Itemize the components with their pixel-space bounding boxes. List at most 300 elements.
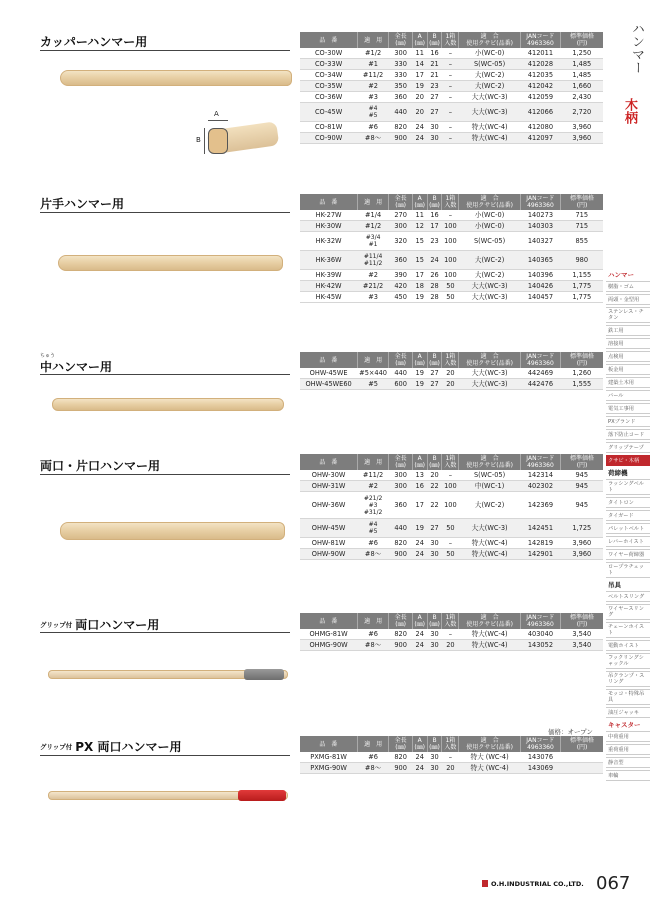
cell-dim-a: 19 xyxy=(412,379,427,390)
cell-price: 1,260 xyxy=(561,368,603,379)
header-text: (㎜) xyxy=(395,462,406,469)
index-tab[interactable]: 鉄工用 xyxy=(606,325,650,336)
wood-handle-image xyxy=(60,522,285,540)
dim-b-label: B xyxy=(196,136,201,144)
header-text: 標準価格 xyxy=(570,353,595,360)
index-tab[interactable]: 荷締機 xyxy=(606,468,650,477)
cell-length: 320 xyxy=(389,232,412,251)
header-price xyxy=(561,194,603,210)
header-text: (㎜) xyxy=(414,621,426,628)
index-tab[interactable]: 吊クランプ・スリング xyxy=(606,671,650,687)
cell-box-qty: – xyxy=(442,81,459,92)
cell-box-qty: – xyxy=(442,133,459,144)
header-text: 品 番 xyxy=(319,356,338,364)
cell-length: 820 xyxy=(389,629,412,640)
cell-wedge: 大大(WC-3) xyxy=(459,379,520,390)
cell-application: #6 xyxy=(357,122,389,133)
cell-application: #3 xyxy=(357,292,389,303)
header-wedge xyxy=(459,736,520,752)
header-text: B xyxy=(432,33,437,40)
cell-box-qty: – xyxy=(442,70,459,81)
header-dim-a xyxy=(412,352,427,368)
index-tab[interactable]: 落下防止コード xyxy=(606,429,650,440)
cell-box-qty: 50 xyxy=(442,292,459,303)
index-tab[interactable]: フックリングシャックル xyxy=(606,653,650,669)
header-text: JANコード xyxy=(526,353,555,360)
index-tab[interactable]: キャスター xyxy=(606,720,650,729)
header-text: 標準価格 xyxy=(570,195,595,202)
cell-jan-code: 442469 xyxy=(520,368,560,379)
cell-dim-b: 30 xyxy=(427,629,442,640)
cell-jan-code: 140303 xyxy=(520,221,560,232)
table-row xyxy=(300,629,603,640)
cell-box-qty: 100 xyxy=(442,251,459,270)
cell-wedge: S(WC-05) xyxy=(459,59,520,70)
title-rule xyxy=(40,474,290,475)
cell-part-number: OHW-36W xyxy=(300,492,357,519)
cell-dim-a: 24 xyxy=(412,640,427,651)
cell-part-number: CO-30W xyxy=(300,48,357,59)
header-dim-a xyxy=(412,736,427,752)
cell-length: 300 xyxy=(389,481,412,492)
index-tab[interactable]: ステンレス・チタン xyxy=(606,307,650,323)
cell-price xyxy=(561,752,603,763)
index-tab[interactable]: ワイヤースリング xyxy=(606,604,650,620)
index-tab[interactable]: 樹脂・ゴム xyxy=(606,281,650,292)
index-tab[interactable]: 点検用 xyxy=(606,351,650,362)
table-row xyxy=(300,368,603,379)
header-application xyxy=(357,613,389,629)
cell-application: #1 xyxy=(357,59,389,70)
cell-application: #8〜 xyxy=(357,640,389,651)
cell-dim-a: 12 xyxy=(412,221,427,232)
header-part-number xyxy=(300,194,357,210)
header-jan-code xyxy=(520,736,560,752)
cell-dim-b: 16 xyxy=(427,210,442,221)
header-dim-b xyxy=(427,613,442,629)
cell-length: 300 xyxy=(389,470,412,481)
header-length xyxy=(389,454,412,470)
header-text: 品 番 xyxy=(319,617,338,625)
cell-application: #8〜 xyxy=(357,133,389,144)
dim-b-line xyxy=(204,128,205,154)
cell-price: 715 xyxy=(561,221,603,232)
cell-jan-code: 412035 xyxy=(520,70,560,81)
index-tab[interactable]: 重荷重用 xyxy=(606,744,650,755)
cell-wedge: 大(WC-2) xyxy=(459,81,520,92)
header-text: 1箱 xyxy=(445,614,456,621)
cell-dim-b: 17 xyxy=(427,221,442,232)
header-text: 全長 xyxy=(394,614,407,621)
cell-part-number: CO-90W xyxy=(300,133,357,144)
index-tab[interactable]: 溶接用 xyxy=(606,338,650,349)
header-text: 4963360 xyxy=(527,360,554,367)
dim-a-line xyxy=(208,120,228,121)
grip-tape-red xyxy=(238,790,286,801)
cell-jan-code: 412028 xyxy=(520,59,560,70)
cell-application: #2 xyxy=(357,270,389,281)
cell-application: #8〜 xyxy=(357,549,389,560)
header-dim-a xyxy=(412,32,427,48)
index-tab[interactable]: チェーンホイスト xyxy=(606,622,650,638)
header-wedge xyxy=(459,32,520,48)
cell-part-number: HK-27W xyxy=(300,210,357,221)
cell-box-qty: – xyxy=(442,538,459,549)
index-tab[interactable]: 電気工事用 xyxy=(606,403,650,414)
index-tab[interactable]: 吊具 xyxy=(606,580,650,589)
header-text: (㎜) xyxy=(414,360,426,367)
index-tab[interactable]: 両頭・金型用 xyxy=(606,294,650,305)
cell-dim-a: 24 xyxy=(412,763,427,774)
header-length xyxy=(389,32,412,48)
cell-jan-code: 142314 xyxy=(520,470,560,481)
header-jan-code xyxy=(520,613,560,629)
cell-wedge: 大大(WC-3) xyxy=(459,519,520,538)
cell-length: 820 xyxy=(389,752,412,763)
header-price xyxy=(561,454,603,470)
cell-dim-b: 30 xyxy=(427,549,442,560)
wedge-diagram xyxy=(196,110,281,170)
index-tab[interactable]: クサビ・木柄 xyxy=(606,455,650,466)
header-text: 全長 xyxy=(394,33,407,40)
cell-application: #11/4 #11/2 xyxy=(357,251,389,270)
header-text: 入数 xyxy=(444,621,457,628)
cell-length: 820 xyxy=(389,538,412,549)
cell-jan-code: 412097 xyxy=(520,133,560,144)
grip-tape-gray xyxy=(244,669,284,680)
header-text: 適 合 xyxy=(480,353,499,360)
cell-application: #2 xyxy=(357,481,389,492)
header-text: (㎜) xyxy=(429,40,440,47)
header-application xyxy=(357,194,389,210)
header-text: 適 用 xyxy=(364,36,383,44)
cell-price: 1,725 xyxy=(561,519,603,538)
index-tab[interactable]: 車輪 xyxy=(606,770,650,781)
index-tab[interactable]: レバーホイスト xyxy=(606,536,650,547)
cell-jan-code: 143052 xyxy=(520,640,560,651)
header-dim-b xyxy=(427,454,442,470)
cell-application: #6 xyxy=(357,538,389,549)
cell-length: 300 xyxy=(389,221,412,232)
cell-jan-code: 412066 xyxy=(520,103,560,122)
header-text: 入数 xyxy=(444,744,457,751)
header-text: B xyxy=(432,353,437,360)
cell-dim-a: 16 xyxy=(412,481,427,492)
header-text: 使用クサビ(品番) xyxy=(466,621,513,628)
cell-wedge: 大大(WC-3) xyxy=(459,292,520,303)
header-text: JANコード xyxy=(526,33,555,40)
index-tab[interactable]: ハンマー xyxy=(606,270,650,279)
header-text: A xyxy=(417,614,422,621)
header-text: 使用クサビ(品番) xyxy=(466,462,513,469)
header-price xyxy=(561,352,603,368)
header-text: (㎜) xyxy=(395,40,406,47)
cell-dim-a: 24 xyxy=(412,133,427,144)
header-text: JANコード xyxy=(526,195,555,202)
header-box-qty xyxy=(442,454,459,470)
header-text: 4963360 xyxy=(527,202,554,209)
cell-length: 270 xyxy=(389,210,412,221)
cell-price: 1,775 xyxy=(561,281,603,292)
header-text: (円) xyxy=(576,462,588,469)
cell-wedge: 小(WC-0) xyxy=(459,48,520,59)
cell-length: 440 xyxy=(389,519,412,538)
cell-length: 350 xyxy=(389,81,412,92)
logo-icon xyxy=(482,880,488,887)
cell-part-number: CO-45W xyxy=(300,103,357,122)
cell-dim-a: 19 xyxy=(412,519,427,538)
cell-price: 945 xyxy=(561,492,603,519)
cell-part-number: CO-35W xyxy=(300,81,357,92)
cell-length: 440 xyxy=(389,368,412,379)
side-index-tabs xyxy=(606,270,650,783)
header-text: 4963360 xyxy=(527,40,554,47)
cell-box-qty: – xyxy=(442,629,459,640)
cell-part-number: OHW-31W xyxy=(300,481,357,492)
cell-part-number: CO-33W xyxy=(300,59,357,70)
cell-dim-a: 18 xyxy=(412,281,427,292)
cell-price: 945 xyxy=(561,481,603,492)
cell-wedge: 大(WC-2) xyxy=(459,492,520,519)
table-row xyxy=(300,133,603,144)
cell-dim-b: 28 xyxy=(427,292,442,303)
cell-dim-b: 21 xyxy=(427,59,442,70)
cell-wedge: 特大(WC-4) xyxy=(459,549,520,560)
cell-dim-b: 28 xyxy=(427,281,442,292)
cell-dim-a: 24 xyxy=(412,629,427,640)
cell-dim-a: 11 xyxy=(412,210,427,221)
cell-dim-b: 27 xyxy=(427,368,442,379)
cell-jan-code: 402302 xyxy=(520,481,560,492)
header-length xyxy=(389,352,412,368)
cell-wedge: 大(WC-2) xyxy=(459,251,520,270)
cell-dim-a: 11 xyxy=(412,48,427,59)
cell-wedge: S(WC-05) xyxy=(459,470,520,481)
cell-box-qty: – xyxy=(442,470,459,481)
cell-wedge: 小(WC-0) xyxy=(459,221,520,232)
cell-price: 2,720 xyxy=(561,103,603,122)
index-tab[interactable]: ワイヤー荷締器 xyxy=(606,549,650,560)
table-row xyxy=(300,81,603,92)
header-jan-code xyxy=(520,352,560,368)
company-name: O.H.INDUSTRIAL CO.,LTD. xyxy=(482,880,584,888)
cell-dim-b: 22 xyxy=(427,492,442,519)
header-text: 4963360 xyxy=(527,621,554,628)
table-row xyxy=(300,59,603,70)
cell-application: #11/2 xyxy=(357,70,389,81)
header-length xyxy=(389,613,412,629)
header-dim-b xyxy=(427,194,442,210)
index-tab[interactable]: グリップテープ xyxy=(606,442,650,453)
cell-application: #21/2 #3 #31/2 xyxy=(357,492,389,519)
section-title: 中ハンマー用 xyxy=(40,360,113,374)
cell-application: #6 xyxy=(357,752,389,763)
header-box-qty xyxy=(442,352,459,368)
header-text: (円) xyxy=(576,202,588,209)
table-row xyxy=(300,103,603,122)
wood-handle-image xyxy=(58,255,283,271)
header-text: 全長 xyxy=(394,195,407,202)
cell-length: 360 xyxy=(389,92,412,103)
cell-dim-a: 17 xyxy=(412,270,427,281)
cell-part-number: CO-81W xyxy=(300,122,357,133)
header-text: 適 用 xyxy=(364,617,383,625)
index-tab[interactable]: パレットベルト xyxy=(606,523,650,534)
index-tab[interactable]: ラッシングベルト xyxy=(606,479,650,495)
cell-jan-code: 403040 xyxy=(520,629,560,640)
cell-box-qty: – xyxy=(442,92,459,103)
cell-wedge: 特大(WC-4) xyxy=(459,640,520,651)
cell-part-number: HK-39W xyxy=(300,270,357,281)
header-text: 入数 xyxy=(444,202,457,209)
cell-dim-b: 27 xyxy=(427,92,442,103)
header-text: 入数 xyxy=(444,360,457,367)
cell-wedge: 小(WC-0) xyxy=(459,210,520,221)
header-wedge xyxy=(459,613,520,629)
header-dim-a xyxy=(412,613,427,629)
cell-application: #3/4 #1 xyxy=(357,232,389,251)
header-price xyxy=(561,736,603,752)
cell-part-number: PXMG-81W xyxy=(300,752,357,763)
cell-jan-code: 140273 xyxy=(520,210,560,221)
cell-box-qty: – xyxy=(442,59,459,70)
header-text: JANコード xyxy=(526,455,555,462)
cell-part-number: OHW-45W xyxy=(300,519,357,538)
header-jan-code xyxy=(520,454,560,470)
cell-wedge: 大(WC-2) xyxy=(459,70,520,81)
cell-box-qty: – xyxy=(442,48,459,59)
index-tab[interactable]: 中荷重用 xyxy=(606,731,650,742)
table-header xyxy=(300,32,603,48)
spec-table-grip xyxy=(300,613,603,651)
cell-jan-code: 412042 xyxy=(520,81,560,92)
header-text: 入数 xyxy=(444,40,457,47)
header-part-number xyxy=(300,454,357,470)
cell-dim-b: 24 xyxy=(427,251,442,270)
index-tab[interactable]: バール xyxy=(606,390,650,401)
cell-part-number: OHMG-90W xyxy=(300,640,357,651)
cell-part-number: OHW-81W xyxy=(300,538,357,549)
index-tab[interactable]: 建築土木用 xyxy=(606,377,650,388)
header-text: B xyxy=(432,195,437,202)
cell-dim-b: 23 xyxy=(427,232,442,251)
index-tab[interactable]: 板金用 xyxy=(606,364,650,375)
header-text: A xyxy=(417,353,422,360)
cell-dim-b: 30 xyxy=(427,538,442,549)
index-tab[interactable]: タイガード xyxy=(606,510,650,521)
cell-jan-code: 140327 xyxy=(520,232,560,251)
cell-part-number: OHW-30W xyxy=(300,470,357,481)
header-text: (㎜) xyxy=(395,621,406,628)
cell-dim-a: 17 xyxy=(412,492,427,519)
cell-part-number: OHW-90W xyxy=(300,549,357,560)
header-text: (㎜) xyxy=(414,462,426,469)
cell-dim-b: 20 xyxy=(427,470,442,481)
header-text: 品 番 xyxy=(319,198,338,206)
cell-dim-b: 30 xyxy=(427,122,442,133)
cell-price: 3,540 xyxy=(561,629,603,640)
index-tab[interactable]: モッコ・特殊吊具 xyxy=(606,689,650,705)
header-text: 品 番 xyxy=(319,740,338,748)
cell-length: 330 xyxy=(389,59,412,70)
cell-part-number: OHW-45WE60 xyxy=(300,379,357,390)
cell-part-number: CO-36W xyxy=(300,92,357,103)
table-row xyxy=(300,251,603,270)
header-text: (㎜) xyxy=(429,621,440,628)
header-text: 標準価格 xyxy=(570,737,595,744)
cell-wedge: 大大(WC-3) xyxy=(459,103,520,122)
cell-application: #4 #5 xyxy=(357,519,389,538)
header-text: (㎜) xyxy=(414,40,426,47)
cell-jan-code: 140396 xyxy=(520,270,560,281)
index-tab[interactable]: 電動ホイスト xyxy=(606,640,650,651)
price-note: 価格：オープン xyxy=(548,728,593,736)
header-text: JANコード xyxy=(526,614,555,621)
index-tab[interactable]: 静音型 xyxy=(606,757,650,768)
cell-part-number: OHW-45WE xyxy=(300,368,357,379)
cell-wedge: 大(WC-2) xyxy=(459,270,520,281)
index-tab[interactable]: PXブランド xyxy=(606,416,650,427)
table-row xyxy=(300,292,603,303)
index-tab[interactable]: 油圧ジャッキ xyxy=(606,707,650,718)
section-title: 両口・片口ハンマー用 xyxy=(40,459,161,473)
cell-length: 900 xyxy=(389,763,412,774)
cell-part-number: PXMG-90W xyxy=(300,763,357,774)
header-text: 使用クサビ(品番) xyxy=(466,744,513,751)
index-tab[interactable]: ベルトスリング xyxy=(606,591,650,602)
index-tab[interactable]: ロープラチェット xyxy=(606,562,650,578)
header-text: (㎜) xyxy=(414,202,426,209)
header-text: A xyxy=(417,33,422,40)
cell-dim-a: 24 xyxy=(412,538,427,549)
index-tab[interactable]: タイトロン xyxy=(606,497,650,508)
table-row xyxy=(300,640,603,651)
header-text: 適 用 xyxy=(364,356,383,364)
cell-jan-code: 142819 xyxy=(520,538,560,549)
cell-wedge: S(WC-05) xyxy=(459,232,520,251)
table-header xyxy=(300,736,603,752)
cell-application: #5 xyxy=(357,379,389,390)
section-title: グリップ付 PX 両口ハンマー用 xyxy=(40,740,182,754)
cell-part-number: HK-36W xyxy=(300,251,357,270)
cell-application: #1/2 xyxy=(357,221,389,232)
header-text: 適 合 xyxy=(480,33,499,40)
header-text: 標準価格 xyxy=(570,33,595,40)
header-text: 使用クサビ(品番) xyxy=(466,202,513,209)
header-wedge xyxy=(459,352,520,368)
table-row xyxy=(300,270,603,281)
cell-dim-a: 20 xyxy=(412,103,427,122)
title-rule xyxy=(40,755,290,756)
header-text: (㎜) xyxy=(414,744,426,751)
cell-part-number: OHMG-81W xyxy=(300,629,357,640)
header-text: 適 合 xyxy=(480,737,499,744)
cell-box-qty: 20 xyxy=(442,368,459,379)
cell-wedge: 大大(WC-3) xyxy=(459,92,520,103)
header-text: (㎜) xyxy=(395,202,406,209)
header-wedge xyxy=(459,454,520,470)
table-row xyxy=(300,232,603,251)
header-text: 全長 xyxy=(394,737,407,744)
cell-wedge: 特大(WC-4) xyxy=(459,122,520,133)
header-text: 標準価格 xyxy=(570,614,595,621)
cell-dim-b: 23 xyxy=(427,81,442,92)
table-row xyxy=(300,763,603,774)
cell-price: 3,960 xyxy=(561,133,603,144)
cell-wedge: 大大(WC-3) xyxy=(459,368,520,379)
table-header xyxy=(300,194,603,210)
cell-box-qty: 20 xyxy=(442,640,459,651)
